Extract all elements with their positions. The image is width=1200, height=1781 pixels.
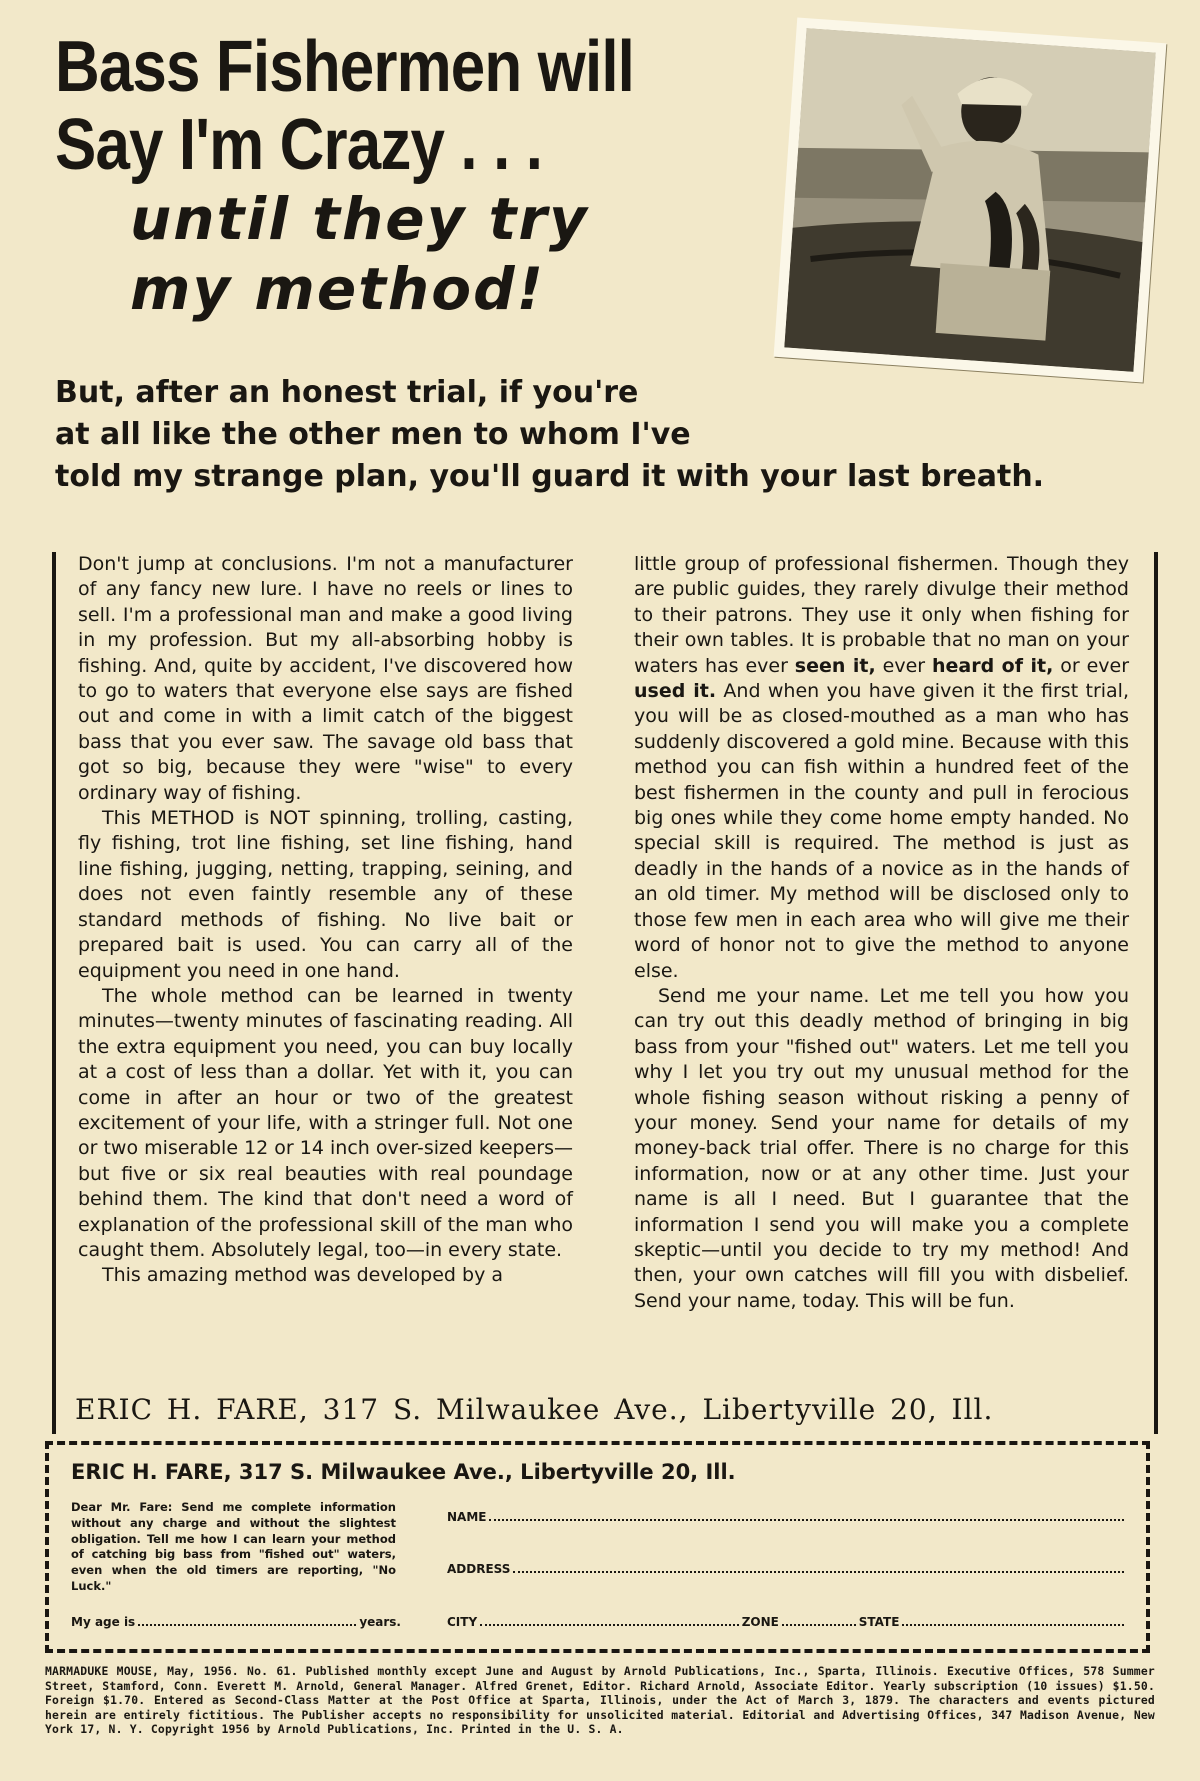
body-column-left [78,552,573,1289]
body-text: ever [875,654,932,677]
body-paragraph: This amazing method was developed by a [102,1264,504,1287]
subhead-line-2: at all like the other men to whom I've [55,417,691,452]
subhead-line-1: But, after an honest trial, if you're [55,375,639,410]
order-coupon [45,1441,1150,1653]
headline-line-4: my method! [130,255,546,323]
name-field[interactable] [447,1510,1127,1524]
publication-footer: MARMADUKE MOUSE, May, 1956. No. 61. Published monthly except June and August by Arnold Publications, Inc., Sparta, Illinois. Executive Offices, 578 Summer Street, Stamford, Conn. Everett M. Arnold, General Manager. Alfred Grenet, Editor. Richard Arnold, Associate Editor. Yearly subscription (10 issues) $1.50. Foreign $1.70. Entered as Second-Class Matter at the Post Office at Sparta, Illinois, under the Act of March 3, 1879. The characters and events pictured herein are entirely fictitious. The Publisher accepts no responsibility for unsolicited material. Editorial and Advertising Offices, 347 Madison Avenue, New York 17, N. Y. Copyright 1956 by Arnold Publications, Inc. Printed in the U. S. A. [45,1664,1155,1737]
name-blank[interactable] [489,1518,1124,1521]
body-text: little group of professional fishermen. Though they are public guides, they rarely divulge their method to their patrons. They use it only when fishing for their own tables. It is probable that no man on your waters has ever [634,553,1129,677]
city-label: CITY [447,1615,478,1629]
address-field[interactable] [447,1562,1127,1576]
headline-line-3: until they try [130,185,589,253]
state-blank[interactable] [902,1623,1124,1626]
advertiser-address: ERIC H. FARE, 317 S. Milwaukee Ave., Libertyville 20, Ill. [75,1393,994,1426]
emphasis-text: seen it, [794,654,876,677]
emphasis-text: heard of it, [931,654,1054,677]
body-copy-frame [52,552,1158,1434]
body-paragraph: Send me your name. Let me tell you how you can try out this deadly method of bringing in big bass from your "fished out" waters. Let me tell you why I let you try out my unusual method for the whole fishing season without risking a penny of your money. Send your name for details of my money-back trial offer. There is no charge for this information, now or at any other time. Just your name is all I need. But I guarantee that the information I send you will make you a complete skeptic—until you decide to try my method! And then, your own catches will fill you with disbelief. Send your name, today. This will be fun. [634,984,1129,1312]
coupon-request-text: Dear Mr. Fare: Send me complete information without any charge and without the slightest obligation. Tell me how I can learn your method of catching big bass from "fished out" waters, even when the old timers are reporting, "No Luck." [71,1500,396,1593]
address-blank[interactable] [513,1570,1124,1573]
state-label: STATE [858,1615,900,1629]
years-label: years. [359,1615,401,1629]
age-field[interactable] [71,1615,401,1629]
fisherman-photo [774,18,1167,383]
body-paragraph: This METHOD is NOT spinning, trolling, casting, fly fishing, trot line fishing, set line fishing, hand line fishing, jugging, netting, trapping, seining, and does not even faintly resemble any of these standard methods of fishing. No live bait or prepared bait is used. You can carry all of the equipment you need in one hand. [78,807,573,982]
age-label: My age is [71,1615,136,1629]
city-blank[interactable] [480,1623,739,1626]
fisherman-photo-image [784,28,1155,372]
headline-line-2: Say I'm Crazy . . . [55,105,543,185]
address-label: ADDRESS [447,1562,511,1576]
city-zone-state-field[interactable] [447,1615,1127,1629]
subhead-line-3: told my strange plan, you'll guard it with your last breath. [55,459,1045,494]
headline [55,28,795,324]
subheadline [55,372,1175,498]
age-blank[interactable] [138,1623,356,1626]
coupon-address: ERIC H. FARE, 317 S. Milwaukee Ave., Libertyville 20, Ill. [71,1460,736,1484]
body-column-right [634,552,1129,1314]
body-paragraph: The whole method can be learned in twenty minutes—twenty minutes of fascinating reading. All the extra equipment you need, you can buy locally at a cost of less than a dollar. Yet with it, you can come in after an hour or two of the greatest excitement of your life, with a stringer full. Not one or two miserable 12 or 14 inch over-sized keepers—but five or six real beauties with real poundage behind them. The kind that don't need a word of explanation of the professional skill of the man who caught them. Absolutely legal, too—in every state. [78,984,573,1261]
body-paragraph [634,552,1129,984]
body-text: or ever [1053,654,1130,677]
emphasis-text: used it. [634,680,717,703]
zone-blank[interactable] [782,1623,856,1626]
zone-label: ZONE [741,1615,779,1629]
headline-line-1: Bass Fishermen will [55,27,635,107]
name-label: NAME [447,1510,487,1524]
body-paragraph: Don't jump at conclusions. I'm not a manufacturer of any fancy new lure. I have no reels or lines to sell. I'm a professional man and make a good living in my profession. But my all-absorbing hobby is fishing. And, quite by accident, I've discovered how to go to waters that everyone else says are fished out and come in with a limit catch of the biggest bass that you ever saw. The savage old bass that got so big, because they were "wise" to every ordinary way of fishing. [78,553,573,804]
body-text: And when you have given it the first trial, you will be as closed-mouthed as a man who has suddenly discovered a gold mine. Because with this method you can fish within a hundred feet of the best fishermen in the county and pull in ferocious big ones while they come home empty handed. No special skill is required. The method is just as deadly in the hands of a novice as in the hands of an old timer. My method will be disclosed only to those few men in each area who will give me their word of honor not to give the method to anyone else. [634,680,1129,982]
